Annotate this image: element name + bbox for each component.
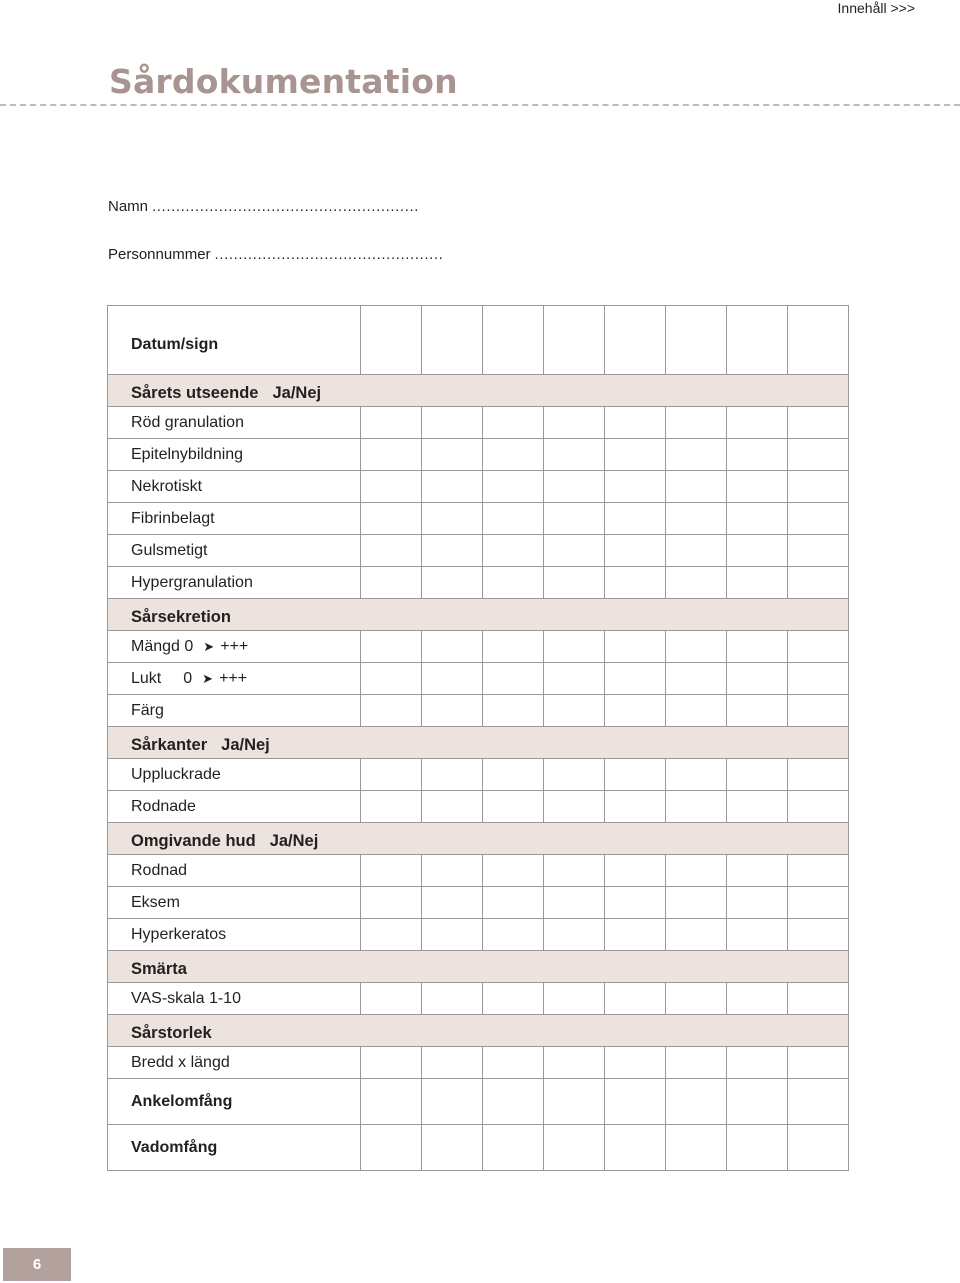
entry-cell[interactable]: [483, 535, 544, 567]
entry-cell[interactable]: [605, 1047, 666, 1079]
entry-cell[interactable]: [422, 855, 483, 887]
page-number: 6: [3, 1248, 71, 1281]
entry-cell[interactable]: [727, 407, 788, 439]
table-row: [108, 1047, 849, 1079]
arrow-right-icon: ➤: [203, 638, 215, 654]
table-row: [108, 631, 849, 663]
row-label: Epitelnybildning: [108, 439, 361, 471]
entry-cell[interactable]: [727, 791, 788, 823]
row-label: Nekrotiskt: [108, 471, 361, 503]
entry-cell[interactable]: [605, 759, 666, 791]
header-row: [108, 306, 849, 375]
entry-cell[interactable]: [605, 983, 666, 1015]
entry-cell[interactable]: [727, 567, 788, 599]
entry-cell[interactable]: [605, 919, 666, 951]
entry-cell[interactable]: [544, 983, 605, 1015]
entry-cell[interactable]: [483, 919, 544, 951]
entry-cell[interactable]: [788, 567, 849, 599]
entry-cell[interactable]: [788, 695, 849, 727]
entry-cell[interactable]: [666, 919, 727, 951]
personnummer-field: [108, 246, 443, 263]
entry-cell[interactable]: [361, 631, 422, 663]
section-row-kanter: [108, 727, 849, 759]
entry-cell[interactable]: [361, 535, 422, 567]
entry-cell[interactable]: [666, 983, 727, 1015]
entry-cell[interactable]: [483, 663, 544, 695]
entry-cell[interactable]: [422, 631, 483, 663]
entry-cell[interactable]: [788, 1079, 849, 1125]
entry-cell[interactable]: [361, 567, 422, 599]
entry-cell[interactable]: [666, 306, 727, 375]
entry-cell[interactable]: [605, 887, 666, 919]
entry-cell[interactable]: [666, 439, 727, 471]
entry-cell[interactable]: [361, 407, 422, 439]
entry-cell[interactable]: [666, 663, 727, 695]
entry-cell[interactable]: [788, 759, 849, 791]
entry-cell[interactable]: [727, 503, 788, 535]
entry-cell[interactable]: [422, 919, 483, 951]
entry-cell[interactable]: [483, 439, 544, 471]
table-row: [108, 887, 849, 919]
row-label: Gulsmetigt: [108, 535, 361, 567]
entry-cell[interactable]: [483, 407, 544, 439]
entry-cell[interactable]: [361, 471, 422, 503]
entry-cell[interactable]: [605, 1125, 666, 1171]
row-label: Vadomfång: [108, 1125, 361, 1171]
entry-cell[interactable]: [727, 983, 788, 1015]
section-row-smarta: [108, 951, 849, 983]
entry-cell[interactable]: [361, 887, 422, 919]
row-label: Färg: [108, 695, 361, 727]
entry-cell[interactable]: [483, 695, 544, 727]
entry-cell[interactable]: [788, 407, 849, 439]
entry-cell[interactable]: [361, 1079, 422, 1125]
entry-cell[interactable]: [483, 1079, 544, 1125]
row-label: Bredd x längd: [108, 1047, 361, 1079]
entry-cell[interactable]: [605, 695, 666, 727]
wound-documentation-table: [107, 305, 849, 1171]
entry-cell[interactable]: [544, 919, 605, 951]
entry-cell[interactable]: [422, 535, 483, 567]
entry-cell[interactable]: [788, 983, 849, 1015]
entry-cell[interactable]: [666, 503, 727, 535]
entry-cell[interactable]: [422, 887, 483, 919]
table-row: [108, 855, 849, 887]
table-row: [108, 1125, 849, 1171]
entry-cell[interactable]: [788, 439, 849, 471]
entry-cell[interactable]: [422, 503, 483, 535]
section-title: Omgivande hud: [131, 832, 256, 850]
section-title: Sårstorlek: [131, 1024, 212, 1042]
entry-cell[interactable]: [422, 759, 483, 791]
entry-cell[interactable]: [544, 695, 605, 727]
entry-cell[interactable]: [483, 983, 544, 1015]
entry-cell[interactable]: [788, 855, 849, 887]
entry-cell[interactable]: [483, 631, 544, 663]
entry-cell[interactable]: [727, 439, 788, 471]
table-row: [108, 567, 849, 599]
contents-link[interactable]: Innehåll >>>: [837, 0, 915, 16]
table-row: [108, 407, 849, 439]
row-label: VAS-skala 1-10: [108, 983, 361, 1015]
entry-cell[interactable]: [544, 439, 605, 471]
entry-cell[interactable]: [361, 759, 422, 791]
arrow-right-icon: ➤: [202, 670, 214, 686]
table-row: [108, 919, 849, 951]
entry-cell[interactable]: [605, 791, 666, 823]
entry-cell[interactable]: [361, 695, 422, 727]
entry-cell[interactable]: [605, 439, 666, 471]
row-label: Hyperkeratos: [108, 919, 361, 951]
entry-cell[interactable]: [727, 759, 788, 791]
entry-cell[interactable]: [483, 306, 544, 375]
entry-cell[interactable]: [361, 983, 422, 1015]
entry-cell[interactable]: [605, 1079, 666, 1125]
entry-cell[interactable]: [544, 1125, 605, 1171]
entry-cell[interactable]: [422, 471, 483, 503]
entry-cell[interactable]: [483, 471, 544, 503]
entry-cell[interactable]: [544, 663, 605, 695]
entry-cell[interactable]: [422, 663, 483, 695]
entry-cell[interactable]: [422, 695, 483, 727]
entry-cell[interactable]: [544, 567, 605, 599]
entry-cell[interactable]: [605, 471, 666, 503]
table-row: [108, 535, 849, 567]
entry-cell[interactable]: [483, 855, 544, 887]
entry-cell[interactable]: [361, 306, 422, 375]
entry-cell[interactable]: [666, 567, 727, 599]
entry-cell[interactable]: [666, 407, 727, 439]
entry-cell[interactable]: [544, 306, 605, 375]
entry-cell[interactable]: [727, 663, 788, 695]
entry-cell[interactable]: [544, 471, 605, 503]
entry-cell[interactable]: [788, 1125, 849, 1171]
entry-cell[interactable]: [666, 887, 727, 919]
personnummer-dots: ................................................: [214, 246, 444, 263]
entry-cell[interactable]: [666, 1079, 727, 1125]
entry-cell[interactable]: [727, 695, 788, 727]
name-field: [108, 198, 419, 215]
entry-cell[interactable]: [605, 306, 666, 375]
entry-cell[interactable]: [361, 791, 422, 823]
entry-cell[interactable]: [422, 791, 483, 823]
row-label: Lukt 0 ➤ +++: [108, 663, 361, 695]
row-label: Mängd 0 ➤ +++: [108, 631, 361, 663]
section-suffix: Ja/Nej: [269, 832, 319, 850]
entry-cell[interactable]: [788, 919, 849, 951]
table-row: [108, 1079, 849, 1125]
title-divider: [0, 104, 960, 106]
section-row-storlek: [108, 1015, 849, 1047]
entry-cell[interactable]: [727, 855, 788, 887]
entry-cell[interactable]: [483, 503, 544, 535]
section-title: Smärta: [131, 960, 187, 978]
entry-cell[interactable]: [422, 306, 483, 375]
entry-cell[interactable]: [544, 407, 605, 439]
entry-cell[interactable]: [361, 663, 422, 695]
table-row: [108, 503, 849, 535]
entry-cell[interactable]: [788, 306, 849, 375]
entry-cell[interactable]: [727, 535, 788, 567]
section-suffix: Ja/Nej: [221, 736, 270, 754]
entry-cell[interactable]: [788, 663, 849, 695]
entry-cell[interactable]: [788, 631, 849, 663]
entry-cell[interactable]: [788, 791, 849, 823]
entry-cell[interactable]: [727, 1125, 788, 1171]
entry-cell[interactable]: [788, 471, 849, 503]
entry-cell[interactable]: [666, 791, 727, 823]
entry-cell[interactable]: [666, 1047, 727, 1079]
entry-cell[interactable]: [727, 471, 788, 503]
entry-cell[interactable]: [727, 1047, 788, 1079]
entry-cell[interactable]: [605, 407, 666, 439]
table-row: [108, 759, 849, 791]
entry-cell[interactable]: [666, 471, 727, 503]
entry-cell[interactable]: [666, 759, 727, 791]
entry-cell[interactable]: [361, 919, 422, 951]
entry-cell[interactable]: [605, 631, 666, 663]
row-label: Hypergranulation: [108, 567, 361, 599]
section-title: Sårkanter: [131, 736, 208, 754]
entry-cell[interactable]: [422, 407, 483, 439]
table-row: [108, 695, 849, 727]
entry-cell[interactable]: [483, 567, 544, 599]
entry-cell[interactable]: [727, 887, 788, 919]
row-label: Röd granulation: [108, 407, 361, 439]
table-row: [108, 983, 849, 1015]
section-title: Sårsekretion: [131, 608, 231, 626]
row-label: Fibrinbelagt: [108, 503, 361, 535]
section-suffix: Ja/Nej: [272, 384, 322, 402]
entry-cell[interactable]: [605, 855, 666, 887]
entry-cell[interactable]: [422, 983, 483, 1015]
entry-cell[interactable]: [788, 535, 849, 567]
row-label: Rodnade: [108, 791, 361, 823]
entry-cell[interactable]: [544, 631, 605, 663]
entry-cell[interactable]: [666, 855, 727, 887]
entry-cell[interactable]: [483, 1125, 544, 1171]
entry-cell[interactable]: [727, 1079, 788, 1125]
section-row-sekretion: [108, 599, 849, 631]
row-label: Rodnad: [108, 855, 361, 887]
entry-cell[interactable]: [666, 1125, 727, 1171]
entry-cell[interactable]: [788, 887, 849, 919]
entry-cell[interactable]: [788, 1047, 849, 1079]
row-label: Eksem: [108, 887, 361, 919]
section-title: Sårets utseende: [131, 384, 259, 402]
entry-cell[interactable]: [544, 791, 605, 823]
entry-cell[interactable]: [544, 1047, 605, 1079]
entry-cell[interactable]: [483, 1047, 544, 1079]
entry-cell[interactable]: [361, 1047, 422, 1079]
entry-cell[interactable]: [422, 439, 483, 471]
name-dots: ........................................................: [152, 198, 419, 215]
entry-cell[interactable]: [605, 535, 666, 567]
entry-cell[interactable]: [422, 1047, 483, 1079]
entry-cell[interactable]: [727, 306, 788, 375]
entry-cell[interactable]: [544, 887, 605, 919]
table-row: [108, 791, 849, 823]
entry-cell[interactable]: [605, 503, 666, 535]
entry-cell[interactable]: [483, 791, 544, 823]
entry-cell[interactable]: [788, 503, 849, 535]
section-row-hud: [108, 823, 849, 855]
entry-cell[interactable]: [666, 631, 727, 663]
entry-cell[interactable]: [422, 567, 483, 599]
entry-cell[interactable]: [422, 1125, 483, 1171]
entry-cell[interactable]: [422, 1079, 483, 1125]
entry-cell[interactable]: [666, 535, 727, 567]
entry-cell[interactable]: [483, 759, 544, 791]
entry-cell[interactable]: [666, 695, 727, 727]
entry-cell[interactable]: [544, 759, 605, 791]
entry-cell[interactable]: [727, 919, 788, 951]
row-label: Ankelomfång: [108, 1079, 361, 1125]
table-row: [108, 439, 849, 471]
personnummer-label: Personnummer: [108, 246, 211, 263]
entry-cell[interactable]: [361, 439, 422, 471]
entry-cell[interactable]: [605, 567, 666, 599]
entry-cell[interactable]: [361, 503, 422, 535]
name-label: Namn: [108, 198, 149, 215]
table-row: [108, 471, 849, 503]
row-label: Uppluckrade: [108, 759, 361, 791]
entry-cell[interactable]: [605, 663, 666, 695]
page-title: Sårdokumentation: [109, 62, 458, 101]
entry-cell[interactable]: [361, 1125, 422, 1171]
section-row-utseende: [108, 375, 849, 407]
entry-cell[interactable]: [361, 855, 422, 887]
entry-cell[interactable]: [544, 535, 605, 567]
table-row: [108, 663, 849, 695]
entry-cell[interactable]: [544, 1079, 605, 1125]
entry-cell[interactable]: [727, 631, 788, 663]
entry-cell[interactable]: [544, 855, 605, 887]
entry-cell[interactable]: [544, 503, 605, 535]
entry-cell[interactable]: [483, 887, 544, 919]
header-label: Datum/sign: [108, 306, 361, 375]
